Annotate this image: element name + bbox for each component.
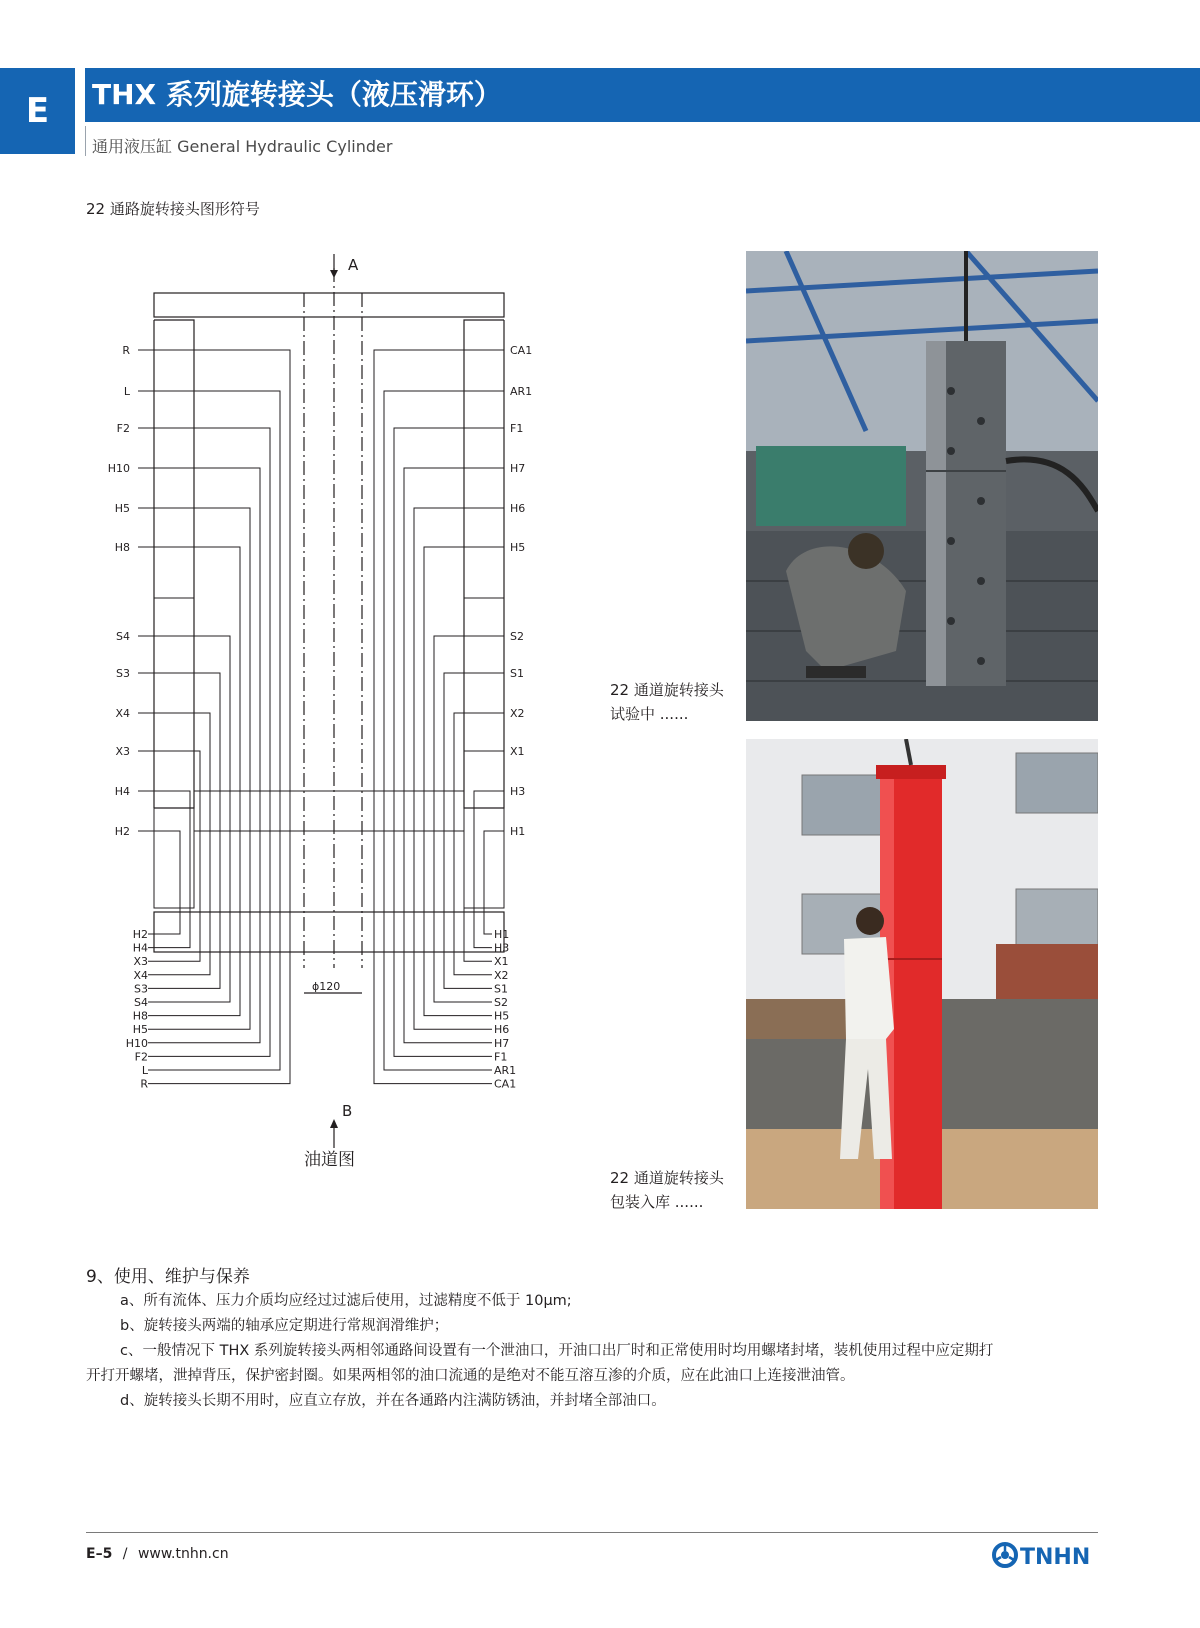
- right-channel-line: [394, 428, 504, 1056]
- channel-label: H10: [107, 462, 130, 475]
- channel-label: H3: [494, 941, 510, 955]
- photo-caption-line: 22 通道旋转接头: [610, 681, 724, 699]
- channel-label: S2: [494, 996, 508, 1009]
- right-channel-line: [414, 508, 504, 1029]
- left-channel-line: [138, 350, 290, 1084]
- channel-label: F1: [510, 422, 524, 435]
- channel-label: S4: [116, 630, 130, 643]
- channel-label: CA1: [494, 1077, 517, 1091]
- channel-label: F2: [116, 422, 130, 435]
- channel-label: AR1: [510, 385, 533, 398]
- diameter-label: ϕ120: [312, 980, 341, 993]
- channel-label: X2: [494, 968, 509, 982]
- channel-label: H5: [510, 541, 526, 554]
- channel-label: H7: [510, 462, 526, 475]
- channel-label: R: [122, 344, 130, 357]
- svg-text:TNHN: TNHN: [1020, 1545, 1091, 1570]
- channel-label: S4: [134, 996, 148, 1009]
- channel-label: X3: [133, 955, 148, 969]
- subtitle-divider: [85, 126, 86, 156]
- section-title: 9、使用、维护与保养: [86, 1267, 250, 1287]
- website-link[interactable]: www.tnhn.cn: [137, 1546, 229, 1562]
- channel-label: H2: [114, 825, 130, 838]
- channel-label: X1: [510, 745, 525, 758]
- section-tab: E: [0, 68, 75, 154]
- photo-caption-test: [610, 678, 724, 726]
- page-subtitle: 通用液压缸 General Hydraulic Cylinder: [92, 137, 393, 156]
- channel-label: S3: [116, 667, 130, 680]
- maintenance-item-c-cont: 开打开螺堵，泄掉背压，保护密封圈。如果两相邻的油口流通的是绝对不能互溶互渗的介质，应在此油口上连接泄油管。: [86, 1368, 855, 1384]
- left-channel-line: [138, 791, 190, 948]
- maintenance-item-b: b、旋转接头两端的轴承应定期进行常规润滑维护；: [120, 1318, 449, 1334]
- channel-label: R: [140, 1077, 148, 1091]
- channel-label: X2: [510, 707, 525, 720]
- left-channel-line: [138, 391, 280, 1070]
- photo-caption-line: 包装入库 ......: [610, 1193, 704, 1211]
- channel-label: S1: [510, 667, 524, 680]
- maintenance-item-d: d、旋转接头长期不用时，应直立存放，并在各通路内注满防锈油，并封堵全部油口。: [120, 1393, 666, 1409]
- maintenance-item-a: a、所有流体、压力介质均应经过过滤后使用，过滤精度不低于 10μm;: [120, 1293, 572, 1309]
- channel-label: H4: [114, 785, 130, 798]
- photo-caption-line: 22 通道旋转接头: [610, 1169, 724, 1187]
- channel-label: H6: [510, 502, 526, 515]
- channel-label: H5: [132, 1023, 148, 1037]
- channel-label: H6: [494, 1023, 510, 1037]
- channel-label: X3: [115, 745, 130, 758]
- channel-label: L: [141, 1064, 148, 1077]
- channel-label: CA1: [510, 344, 533, 357]
- packaging-photo: [746, 739, 1098, 1209]
- channel-label: H2: [132, 928, 148, 941]
- channel-label: H4: [132, 941, 148, 955]
- footer-rule: [86, 1532, 1098, 1533]
- footer-separator: /: [122, 1546, 128, 1562]
- page-title: THX 系列旋转接头（液压滑环）: [92, 78, 502, 111]
- channel-label: F2: [134, 1050, 148, 1064]
- channel-label: S3: [134, 982, 148, 996]
- arrow-a-label: A: [348, 256, 359, 274]
- photo-caption-line: 试验中 ......: [610, 705, 689, 723]
- channel-label: H7: [494, 1036, 510, 1050]
- photo-caption-packaging: [610, 1166, 724, 1214]
- channel-label: AR1: [494, 1064, 517, 1077]
- left-channel-line: [138, 713, 210, 975]
- arrow-b-label: B: [342, 1102, 353, 1120]
- channel-label: H8: [132, 1009, 148, 1023]
- channel-label: H1: [494, 928, 510, 941]
- left-channel-line: [138, 831, 180, 934]
- channel-label: X4: [133, 968, 148, 982]
- channel-label: S2: [510, 630, 524, 643]
- diagram-caption: 油道图: [304, 1150, 355, 1170]
- page-number: E–5: [86, 1546, 113, 1562]
- channel-label: H5: [494, 1009, 510, 1023]
- channel-label: X4: [115, 707, 130, 720]
- company-logo: [992, 1540, 1098, 1570]
- channel-label: X1: [494, 955, 509, 969]
- channel-label: S1: [494, 982, 508, 996]
- channel-label: H8: [114, 541, 130, 554]
- right-channel-line: [484, 831, 504, 934]
- channel-label: H5: [114, 502, 130, 515]
- channel-label: H10: [125, 1036, 148, 1050]
- channel-label: F1: [494, 1050, 508, 1064]
- oil-channel-diagram: [100, 248, 620, 1208]
- diagram-heading: 22 通路旋转接头图形符号: [86, 200, 260, 218]
- channel-label: L: [123, 385, 130, 398]
- left-channel-line: [138, 547, 240, 1016]
- left-channel-line: [138, 468, 260, 1043]
- right-channel-line: [474, 791, 504, 948]
- footer-left: [86, 1546, 229, 1562]
- maintenance-item-c: c、一般情况下 THX 系列旋转接头两相邻通路间设置有一个泄油口，开油口出厂时和正常使用时均用螺堵封堵，装机使用过程中应定期打: [120, 1343, 994, 1359]
- channel-label: H1: [510, 825, 526, 838]
- channel-label: H3: [510, 785, 526, 798]
- lower-side-blocks: [154, 598, 504, 908]
- test-photo: [746, 251, 1098, 721]
